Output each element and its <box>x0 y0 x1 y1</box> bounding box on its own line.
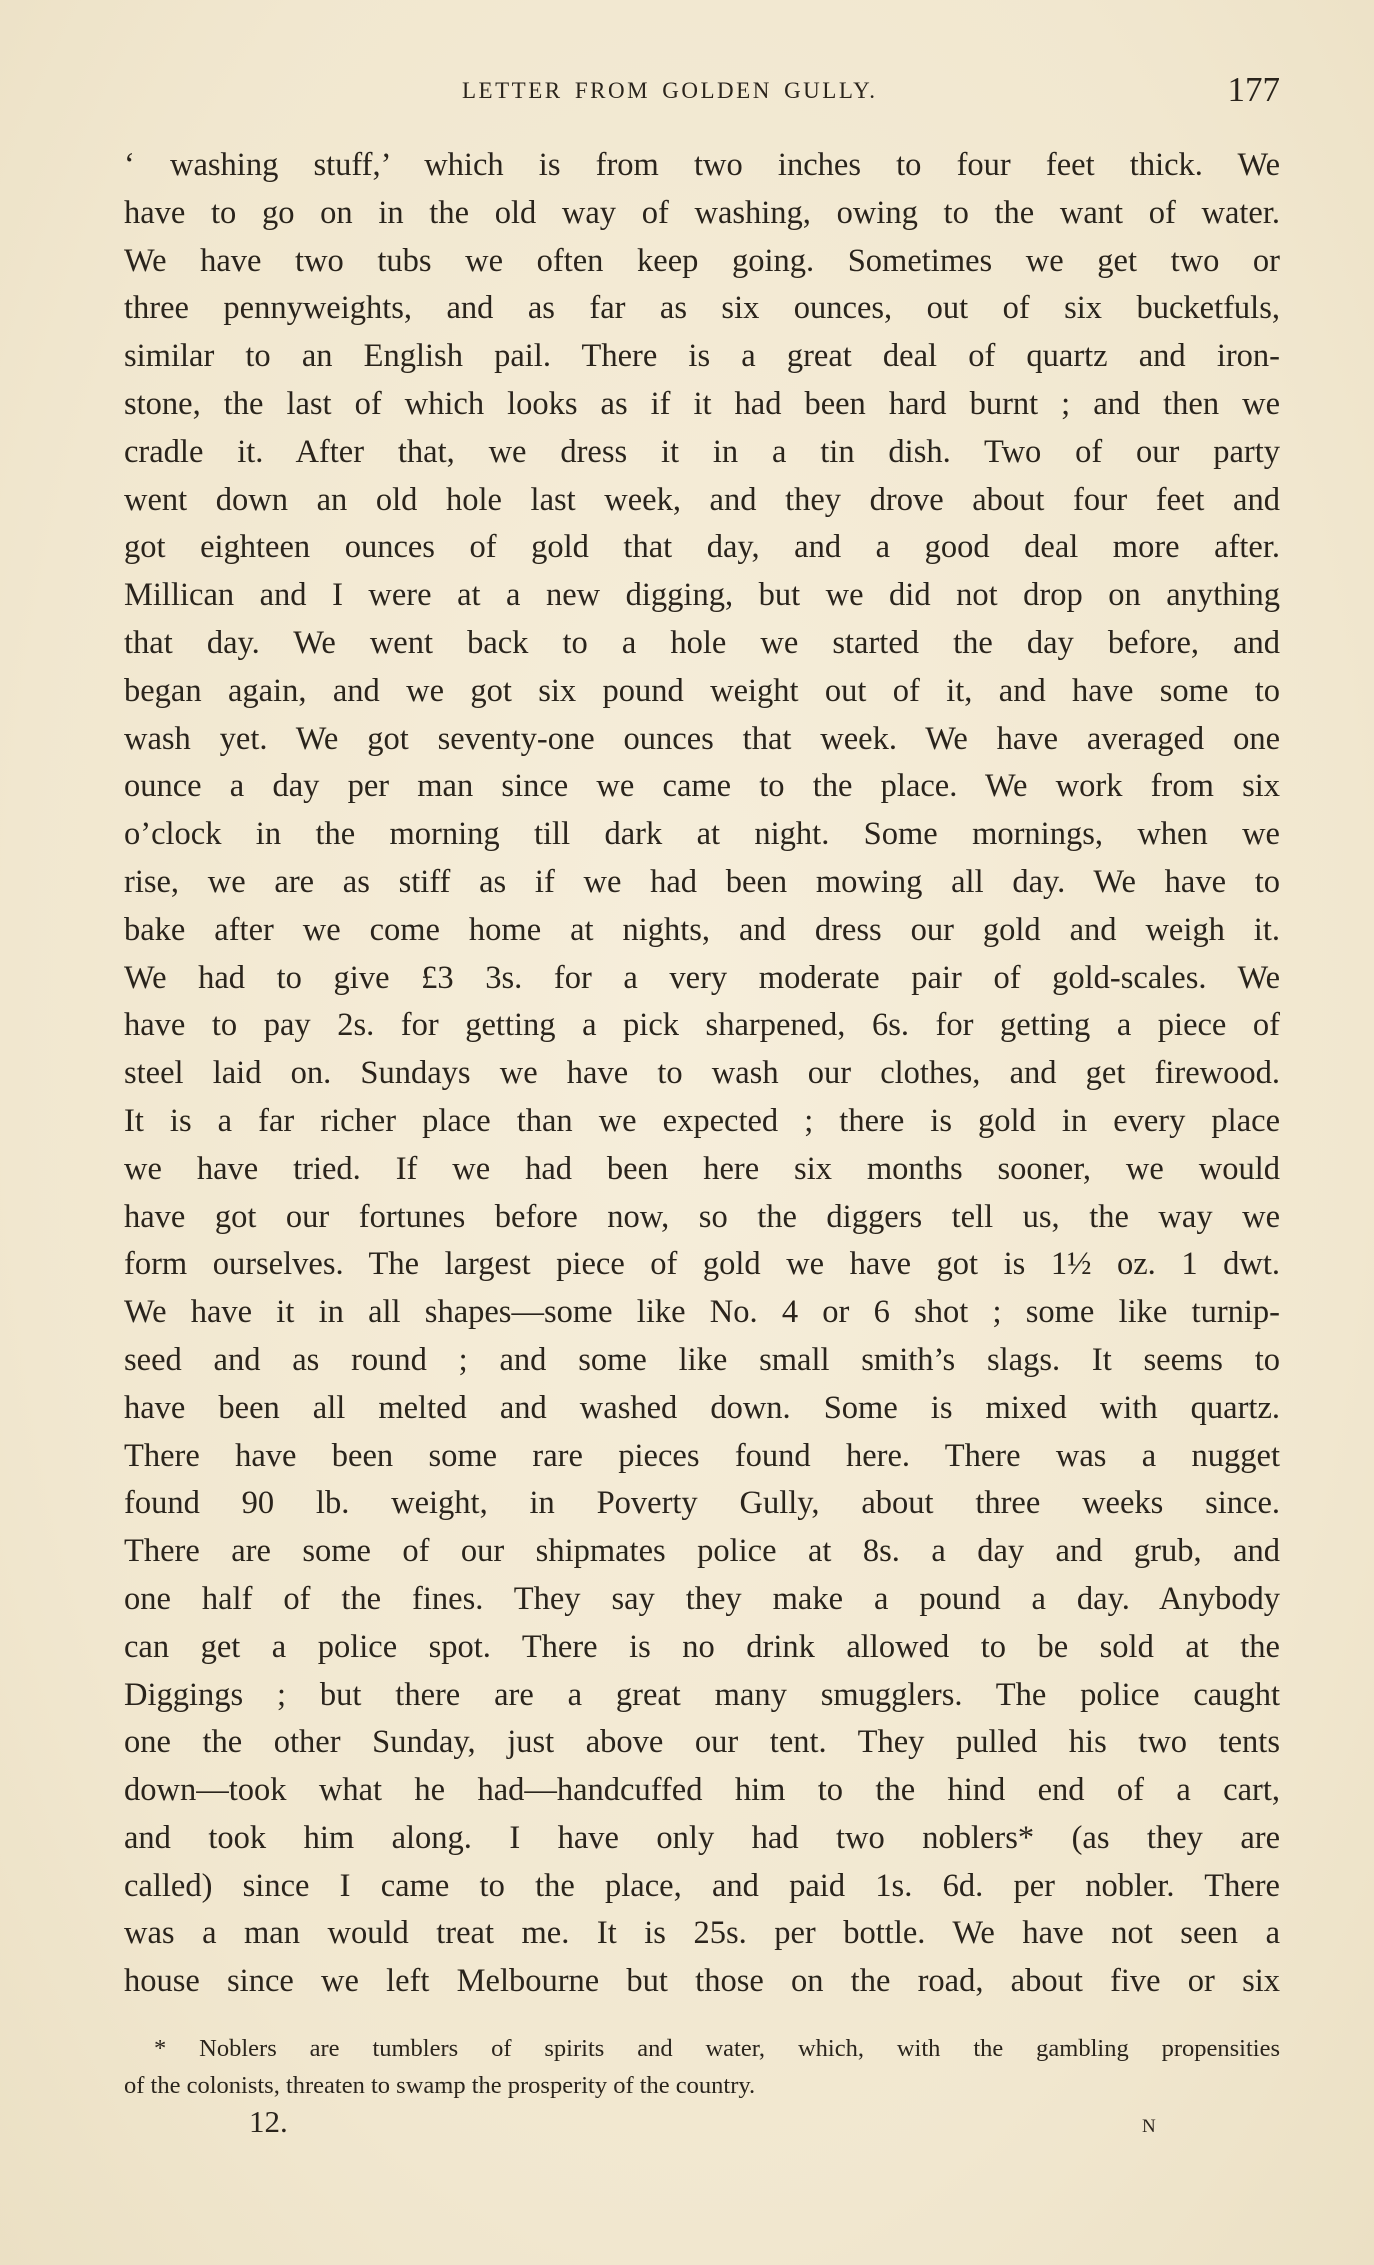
text-line: We had to give £3 3s. for a very moderate pair of gold-scales. We <box>124 959 1280 996</box>
text-line: got eighteen ounces of gold that day, and a good deal more after. <box>124 529 1280 566</box>
text-line: ‘ washing stuff,’ which is from two inches to four feet thick. We <box>124 147 1280 183</box>
running-head <box>122 70 1280 114</box>
text-line: went down an old hole last week, and they drove about four feet and <box>124 481 1280 518</box>
text-line: wash yet. We got seventy-one ounces that week. We have averaged one <box>124 720 1280 757</box>
text-line: stone, the last of which looks as if it had been hard burnt ; and then we <box>124 385 1280 422</box>
text-line: found 90 lb. weight, in Poverty Gully, about three weeks since. <box>124 1485 1280 1522</box>
body-text <box>124 142 1280 2006</box>
text-line: down—took what he had—handcuffed him to the hind end of a cart, <box>124 1772 1280 1809</box>
text-line: we have tried. If we had been here six months sooner, we would <box>124 1150 1280 1187</box>
signature-number: 12. <box>249 2104 288 2139</box>
text-line: one half of the fines. They say they make a pound a day. Anybody <box>124 1580 1280 1617</box>
text-line: rise, we are as stiff as if we had been mowing all day. We have to <box>124 863 1280 900</box>
text-line: It is a far richer place than we expected ; there is gold in every place <box>124 1102 1280 1139</box>
text-line: cradle it. After that, we dress it in a tin dish. Two of our party <box>124 433 1280 470</box>
text-line: and took him along. I have only had two noblers* (as they are <box>124 1819 1280 1856</box>
text-line: seed and as round ; and some like small smith’s slags. It seems to <box>124 1341 1280 1378</box>
text-line: have to pay 2s. for getting a pick sharpened, 6s. for getting a piece of <box>124 1007 1280 1044</box>
text-line: have been all melted and washed down. Some is mixed with quartz. <box>124 1389 1280 1426</box>
text-line: one the other Sunday, just above our tent. They pulled his two tents <box>124 1724 1280 1761</box>
text-line: There are some of our shipmates police at 8s. a day and grub, and <box>124 1533 1280 1570</box>
footnote-line: of the colonists, threaten to swamp the prosperity of the country. <box>124 2072 756 2099</box>
footnote <box>124 2030 1280 2104</box>
text-line: steel laid on. Sundays we have to wash our clothes, and get firewood. <box>124 1055 1280 1092</box>
sheet-mark: N <box>1142 2116 1156 2137</box>
text-line: There have been some rare pieces found here. There was a nugget <box>124 1437 1280 1474</box>
text-line: Millican and I were at a new digging, but we did not drop on anything <box>124 577 1280 614</box>
text-line: similar to an English pail. There is a great deal of quartz and iron- <box>124 338 1280 375</box>
text-line: that day. We went back to a hole we started the day before, and <box>124 624 1280 661</box>
text-line: have to go on in the old way of washing, owing to the want of water. <box>124 194 1280 231</box>
text-line: was a man would treat me. It is 25s. per bottle. We have not seen a <box>124 1915 1280 1952</box>
text-line: We have two tubs we often keep going. Sometimes we get two or <box>124 242 1280 279</box>
running-title: LETTER FROM GOLDEN GULLY. <box>462 78 878 103</box>
text-line: o’clock in the morning till dark at night. Some mornings, when we <box>124 816 1280 853</box>
page-number: 177 <box>1227 70 1280 109</box>
text-line: house since we left Melbourne but those on the road, about five or six <box>124 1963 1280 2000</box>
text-line: We have it in all shapes—some like No. 4 or 6 shot ; some like turnip- <box>124 1294 1280 1331</box>
text-line: have got our fortunes before now, so the diggers tell us, the way we <box>124 1198 1280 1235</box>
text-line: ounce a day per man since we came to the place. We work from six <box>124 768 1280 805</box>
text-line: form ourselves. The largest piece of gold we have got is 1½ oz. 1 dwt. <box>124 1246 1280 1283</box>
text-line: called) since I came to the place, and paid 1s. 6d. per nobler. There <box>124 1867 1280 1904</box>
text-line: three pennyweights, and as far as six ounces, out of six bucketfuls, <box>124 290 1280 327</box>
text-line: bake after we come home at nights, and dress our gold and weigh it. <box>124 911 1280 948</box>
footnote-line: * Noblers are tumblers of spirits and water, which, with the gambling propensities <box>154 2035 1280 2062</box>
signature-line <box>124 2104 1280 2150</box>
text-line: Diggings ; but there are a great many smugglers. The police caught <box>124 1676 1280 1713</box>
text-line: can get a police spot. There is no drink allowed to be sold at the <box>124 1628 1280 1665</box>
text-line: began again, and we got six pound weight out of it, and have some to <box>124 672 1280 709</box>
